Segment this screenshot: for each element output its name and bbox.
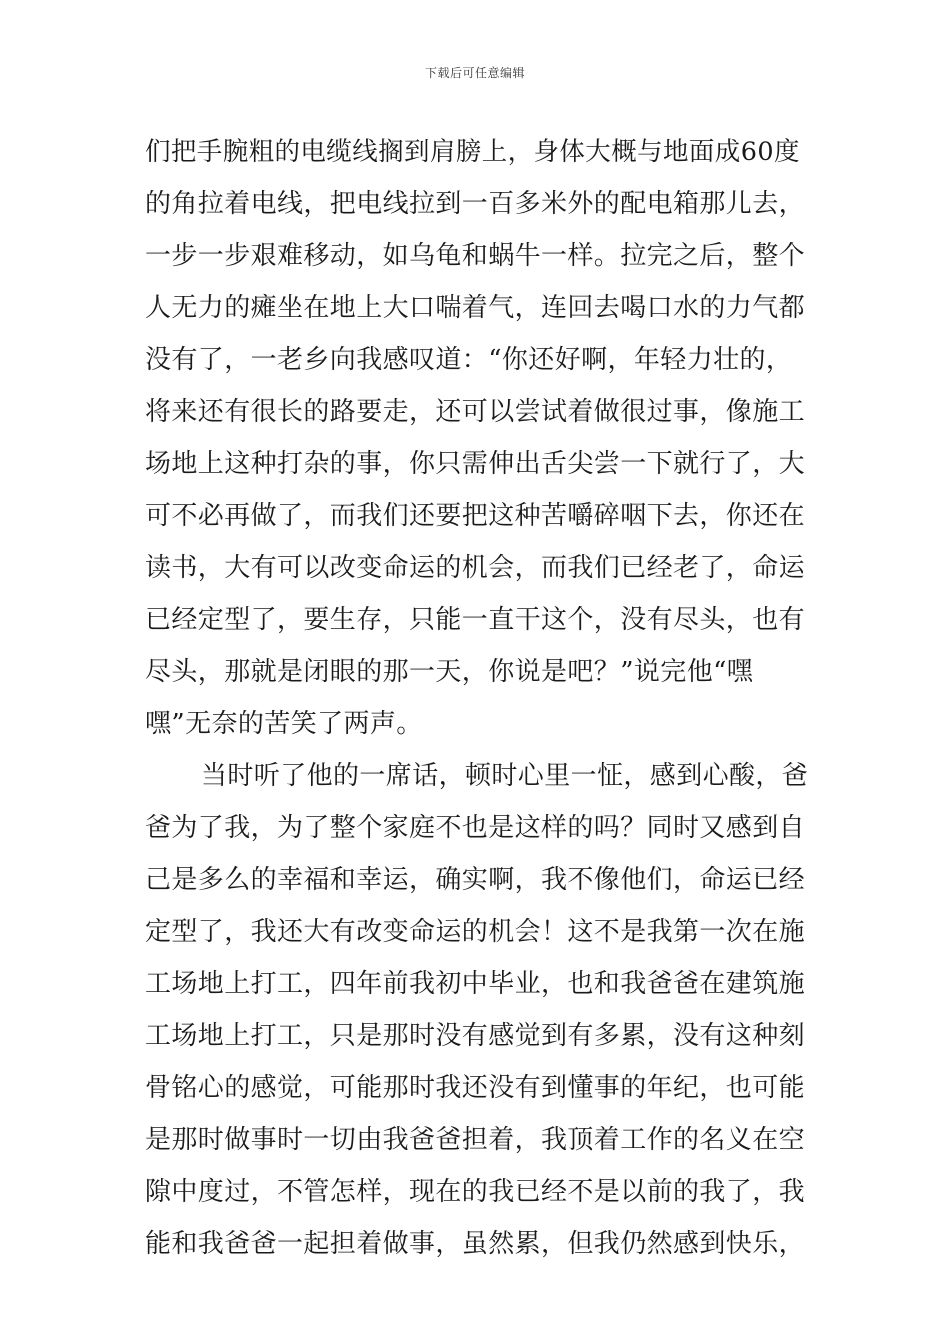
text-line: 读书，大有可以改变命运的机会，而我们已经老了，命运 (145, 553, 806, 583)
text-line: 是那时做事时一切由我爸爸担着，我顶着工作的名义在空 (145, 1125, 806, 1155)
text-line: 们把手腕粗的电缆线搁到肩膀上，身体大概与地面成60度 (145, 137, 800, 167)
page-header: 下载后可任意编辑 (424, 66, 525, 80)
text-line: 将来还有很长的路要走，还可以尝试着做很过事，像施工 (145, 397, 806, 427)
text-line: 嘿”无奈的苦笑了两声。 (145, 709, 423, 739)
text-line: 已经定型了，要生存，只能一直干这个，没有尽头，也有 (145, 605, 806, 635)
paragraph-2 (145, 750, 810, 1270)
text-line: 一步一步艰难移动，如乌龟和蜗牛一样。拉完之后，整个 (145, 241, 806, 271)
paragraph-1 (145, 126, 810, 750)
body-text (145, 126, 810, 1270)
text-line: 没有了，一老乡向我感叹道：“你还好啊，年轻力壮的， (145, 345, 793, 375)
text-line: 定型了，我还大有改变命运的机会！这不是我第一次在施 (145, 917, 806, 947)
text-line: 场地上这种打杂的事，你只需伸出舌尖尝一下就行了，大 (145, 449, 806, 479)
text-line: 爸为了我，为了整个家庭不也是这样的吗？同时又感到自 (145, 813, 806, 843)
text-line: 工场地上打工，只是那时没有感觉到有多累，没有这种刻 (145, 1021, 806, 1051)
text-line: 隙中度过，不管怎样，现在的我已经不是以前的我了，我 (145, 1177, 806, 1207)
text-line: 骨铭心的感觉，可能那时我还没有到懂事的年纪，也可能 (145, 1073, 806, 1103)
text-line: 尽头，那就是闭眼的那一天，你说是吧？”说完他“嘿 (145, 657, 754, 687)
text-line: 可不必再做了，而我们还要把这种苦嚼碎咽下去，你还在 (145, 501, 806, 531)
text-line: 人无力的瘫坐在地上大口喘着气，连回去喝口水的力气都 (145, 293, 806, 323)
text-line: 当时听了他的一席话，顿时心里一怔，感到心酸，爸 (201, 761, 809, 791)
text-line: 工场地上打工，四年前我初中毕业，也和我爸爸在建筑施 (145, 969, 806, 999)
text-line: 的角拉着电线，把电线拉到一百多米外的配电箱那儿去， (145, 189, 806, 219)
text-line: 己是多么的幸福和幸运，确实啊，我不像他们，命运已经 (145, 865, 806, 895)
text-line: 能和我爸爸一起担着做事，虽然累，但我仍然感到快乐， (145, 1229, 806, 1259)
